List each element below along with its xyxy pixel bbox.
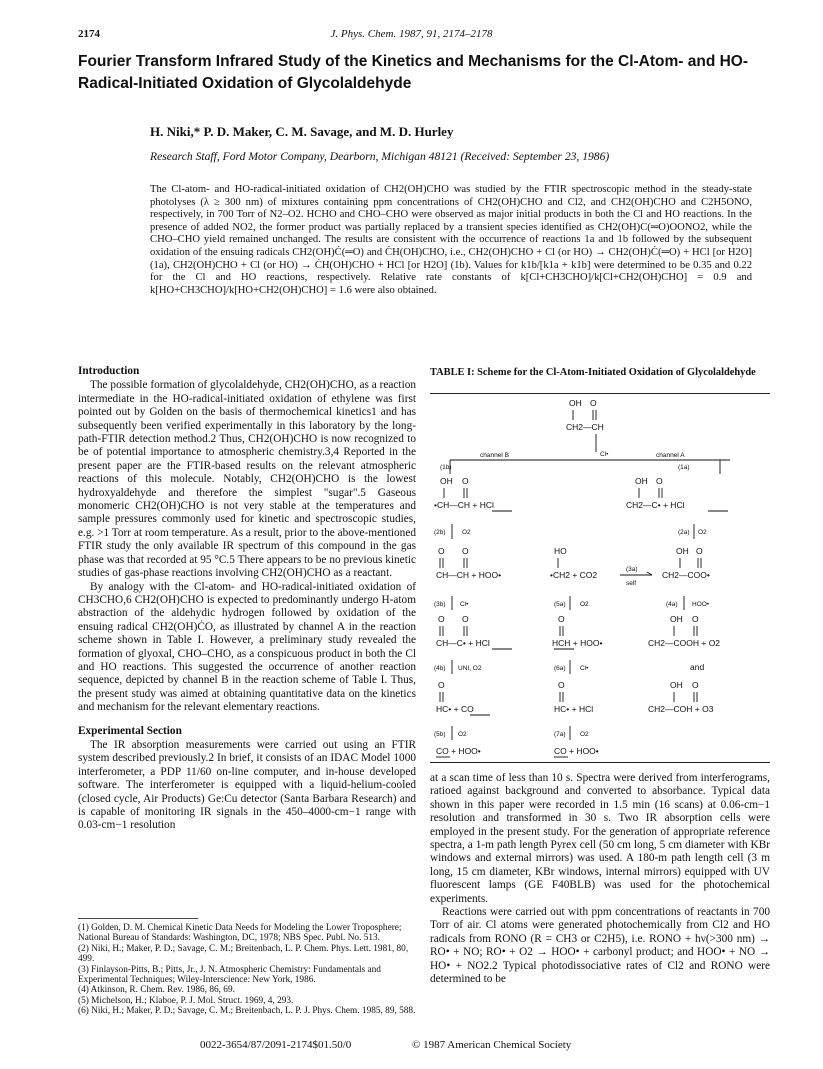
scheme-label: OH bbox=[670, 614, 683, 624]
scheme-label: OH bbox=[569, 398, 582, 408]
scheme-label: CH2—CH bbox=[566, 422, 604, 432]
scheme-label: CO + HOO• bbox=[436, 746, 481, 756]
experimental-paragraph-1: The IR absorption measurements were carried out using an FTIR system described previously.2 In brief, it consists of an IDAC Model 1000 interferometer, a PDP 11/60 on-line computer, and in-house developed software. The interferometer is equipped with a liquid-helium-cooled (closed cycle, Air Products) Ge:Cu detector (Santa Barbara Research) and is capable of monitoring IR signals in the 450–4000-cm−1 range with 0.03-cm−1 resolution bbox=[78, 738, 416, 832]
scheme-label: O bbox=[462, 614, 469, 624]
scheme-label: (3b) bbox=[434, 601, 446, 608]
scheme-label: (5b) bbox=[434, 731, 446, 738]
scheme-label: HC• + CO bbox=[436, 704, 474, 714]
scheme-label: O bbox=[590, 398, 597, 408]
scheme-label: CH—C• + HCl bbox=[436, 638, 490, 648]
footnote: (6) Niki, H.; Maker, P. D.; Savage, C. M.; Breitenbach, L. P. J. Phys. Chem. 1985, 89, 588. bbox=[78, 1006, 416, 1017]
scheme-label: (6a) bbox=[554, 665, 566, 672]
scheme-label: UNI, O2 bbox=[458, 665, 482, 672]
right-paragraph-2: Reactions were carried out with ppm concentrations of reactants in 700 Torr of air. Cl atoms were generated photochemically from Cl2 and HO radicals from RONO (R = CH3 or C2H5), i.e. RONO + hν(>300 nm) → RO• + NO; RO• + O2 → HOO• + carbonyl product; and HOO• + NO → HO• + NO2.2 Typical photodissociative rates of Cl2 and RONO were determined to be bbox=[430, 906, 770, 986]
scheme-label: Cl• bbox=[600, 451, 609, 458]
scheme-label: O2 bbox=[462, 529, 471, 536]
scheme-label: O2 bbox=[458, 731, 467, 738]
scheme-label: O bbox=[438, 680, 445, 690]
scheme-label: OH bbox=[440, 476, 453, 486]
scheme-label: CH2—COH + O3 bbox=[648, 704, 714, 714]
scheme-label: OH bbox=[676, 546, 689, 556]
scheme-label: and bbox=[690, 662, 705, 672]
footer-code: 0022-3654/87/2091-2174$01.50/0 bbox=[200, 1039, 352, 1051]
scheme-label: CH2—COO• bbox=[662, 570, 710, 580]
intro-paragraph-1: The possible formation of glycolaldehyde, CH2(OH)CHO, as a reaction intermediate in the HO-radical-initiated oxidation of ethylene was first pointed out by Golden on the basis of thermochemical kinetics1 and has subsequently been verified experimentally in this laboratory by the long-path-FTIR detection method.2 Thus, CH2(OH)CHO is now recognized to be of potential importance to atmospheric chemistry.3,4 Reported in the present paper are the FTIR-based results on the relevant atmospheric reactions of this molecule. Notably, CH2(OH)CHO is the lowest hydroxyaldehyde and therefore the simplest "sugar".5 Gaseous monomeric CH2(OH)CHO is not very stable at the temperatures and sample pressures commonly used for kinetic and spectroscopic studies, e.g. >1 Torr at room temperature. As a result, prior to the above-mentioned FTIR study the only available IR spectrum of this compound in the gas phase was that recorded at 95 °C.5 There appears to be no previous kinetic studies of gas-phase reactions involving CH2(OH)CHO as a reactant. bbox=[78, 379, 416, 580]
scheme-label: (4a) bbox=[666, 601, 678, 608]
scheme-label: O bbox=[438, 614, 445, 624]
footnote: (1) Golden, D. M. Chemical Kinetic Data Needs for Modeling the Lower Troposphere; National Bureau of Standards: Washington, DC, 1978; NBS Spec. Publ. No. 513. bbox=[78, 923, 402, 944]
scheme-label: Cl• bbox=[580, 665, 589, 672]
table-caption: TABLE I: Scheme for the Cl-Atom-Initiated Oxidation of Glycolaldehyde bbox=[430, 367, 756, 378]
scheme-label: (3a) bbox=[626, 566, 638, 573]
scheme-label: O bbox=[438, 546, 445, 556]
scheme-label: (5a) bbox=[554, 601, 566, 608]
left-column bbox=[78, 365, 416, 833]
abstract: The Cl-atom- and HO-radical-initiated oxidation of CH2(OH)CHO was studied by the FTIR spectroscopic method in the steady-state photolyses (λ ≥ 300 nm) of mixtures containing ppm concentrations of CH2(OH)CHO and Cl2, and CH2(OH)CHO and C2H5ONO, respectively, in 700 Torr of N2–O2. HCHO and CHO–CHO were observed as major initial products in both the Cl and HO reactions. In the presence of added NO2, the former product was partially replaced by a transient species identified as CH2(OH)C(═O)OONO2, while the CHO–CHO yield remained unchanged. The results are consistent with the occurrence of reactions 1a and 1b followed by the subsequent oxidation of the ensuing radicals CH2(OH)Ċ(═O) and ĊH(OH)CHO, i.e., CH2(OH)CHO + Cl (or HO) → CH2(OH)Ċ(═O) + HCl [or H2O] (1a), CH2(OH)CHO + Cl (or HO) → ĊH(OH)CHO + HCl [or H2O] (1b). Values for k1b/[k1a + k1b] were determined to be 0.35 and 0.22 for the Cl and HO reactions, respectively. Relative rate constants of k[Cl+CH3CHO]/k[Cl+CH2(OH)CHO] = 0.9 and k[HO+CH3CHO]/k[HO+CH2(OH)CHO] = 1.6 were also obtained. bbox=[150, 184, 752, 296]
scheme-label: (4b) bbox=[434, 665, 446, 672]
article-title: Fourier Transform Infrared Study of the Kinetics and Mechanisms for the Cl-Atom- and HO-Radical-Initiated Oxidation of Glycolaldehyde bbox=[78, 53, 749, 92]
right-column bbox=[430, 772, 770, 987]
scheme-label: O bbox=[692, 680, 699, 690]
scheme-label: O bbox=[696, 546, 703, 556]
footnote: (3) Finlayson-Pitts, B.; Pitts, Jr., J. N. Atmospheric Chemistry: Fundamentals and Experimental Techniques; Wiley-Interscience: New York, 1986. bbox=[78, 964, 381, 986]
footnote: (2) Niki, H.; Maker, P. D.; Savage, C. M.; Breitenbach, L. P. Chem. Phys. Lett. 1981, 80, 499. bbox=[78, 943, 409, 965]
scheme-label: O bbox=[692, 614, 699, 624]
scheme-label: CH2—C• + HCl bbox=[626, 500, 685, 510]
journal-citation: J. Phys. Chem. 1987, 91, 2174–2178 bbox=[330, 28, 493, 40]
scheme-label: CH—CH + HOO• bbox=[436, 570, 502, 580]
footnotes bbox=[78, 918, 416, 1017]
scheme-label: channel A bbox=[656, 452, 685, 459]
intro-heading: Introduction bbox=[78, 365, 140, 377]
scheme-label: O bbox=[462, 476, 469, 486]
scheme-label: Cl• bbox=[460, 601, 469, 608]
scheme-label: (7a) bbox=[554, 731, 566, 738]
footnote-rule bbox=[78, 918, 198, 919]
table-bottom-rule bbox=[430, 762, 770, 763]
scheme-label: HOO• bbox=[692, 601, 710, 608]
scheme-label: CH2—COOH + O2 bbox=[648, 638, 721, 648]
page-number: 2174 bbox=[78, 28, 100, 40]
scheme-label: O2 bbox=[580, 601, 589, 608]
experimental-heading: Experimental Section bbox=[78, 724, 182, 737]
scheme-label: (2a) bbox=[678, 529, 690, 536]
scheme-label: CO + HOO• bbox=[554, 746, 599, 756]
right-paragraph-1: at a scan time of less than 10 s. Spectra were derived from interferograms, ratioed against background and converted to absorbance. Typical data shown in this paper were recorded in 1.5 min (16 scans) at 0.06-cm−1 resolution and transformed in 30 s. Two IR absorption cells were employed in the present study. For the generation of appropriate reference spectra, a 1-m path length Pyrex cell (50 cm long, 5 cm diameter with KBr windows and external mirrors) was used. A 180-m path length cell (3 m long, 15 cm diameter, KBr windows, internal mirrors) equipped with UV fluorescent lamps (GE F40BLB) was used for the photochemical experiments. bbox=[430, 772, 770, 905]
intro-paragraph-2: By analogy with the Cl-atom- and HO-radical-initiated oxidation of CH3CHO,6 CH2(OH)CHO is expected to predominantly undergo H-atom abstraction of the aldehydic hydrogen followed by oxidation of the ensuing radical CH2(OH)ĊO, as illustrated by channel A in the reaction scheme shown in Table I. However, a preliminary study revealed the formation of glyoxal, CHO–CHO, as a conspicuous product in both the Cl and HO reactions. This suggested the occurrence of another reaction sequence, depicted by channel B in the reaction scheme of Table I. Thus, the present study was aimed at obtaining quantitative data on the kinetics and mechanism for the relevant elementary reactions. bbox=[78, 580, 416, 714]
scheme-label: OH bbox=[670, 680, 683, 690]
scheme-label: HC• + HCl bbox=[554, 704, 594, 714]
scheme-label: •CH—CH + HCl bbox=[434, 500, 494, 510]
scheme-label: O bbox=[462, 546, 469, 556]
footnote: (5) Michelson, H.; Klaboe, P. J. Mol. Struct. 1969, 4, 293. bbox=[78, 995, 294, 1006]
scheme-label: (1a) bbox=[678, 464, 690, 471]
scheme-label: •CH2 + CO2 bbox=[550, 570, 598, 580]
scheme-label: HO bbox=[554, 546, 567, 556]
scheme-label: (2b) bbox=[434, 529, 446, 536]
author-list: H. Niki,* P. D. Maker, C. M. Savage, and M. D. Hurley bbox=[150, 124, 454, 139]
scheme-label: O bbox=[558, 680, 565, 690]
footer-copyright: © 1987 American Chemical Society bbox=[412, 1039, 572, 1051]
scheme-label: HCH + HOO• bbox=[552, 638, 603, 648]
scheme-label: O bbox=[656, 476, 663, 486]
footnote: (4) Atkinson, R. Chem. Rev. 1986, 86, 69. bbox=[78, 985, 235, 996]
scheme-label: O2 bbox=[698, 529, 707, 536]
reaction-scheme bbox=[430, 394, 770, 760]
scheme-label: O2 bbox=[580, 731, 589, 738]
affiliation: Research Staff, Ford Motor Company, Dearborn, Michigan 48121 (Received: September 23, 1986) bbox=[150, 150, 610, 163]
scheme-label: self bbox=[626, 580, 637, 587]
scheme-label: OH bbox=[635, 476, 648, 486]
scheme-label: (1b) bbox=[440, 464, 452, 471]
scheme-label: O bbox=[558, 614, 565, 624]
scheme-label: channel B bbox=[480, 452, 509, 459]
